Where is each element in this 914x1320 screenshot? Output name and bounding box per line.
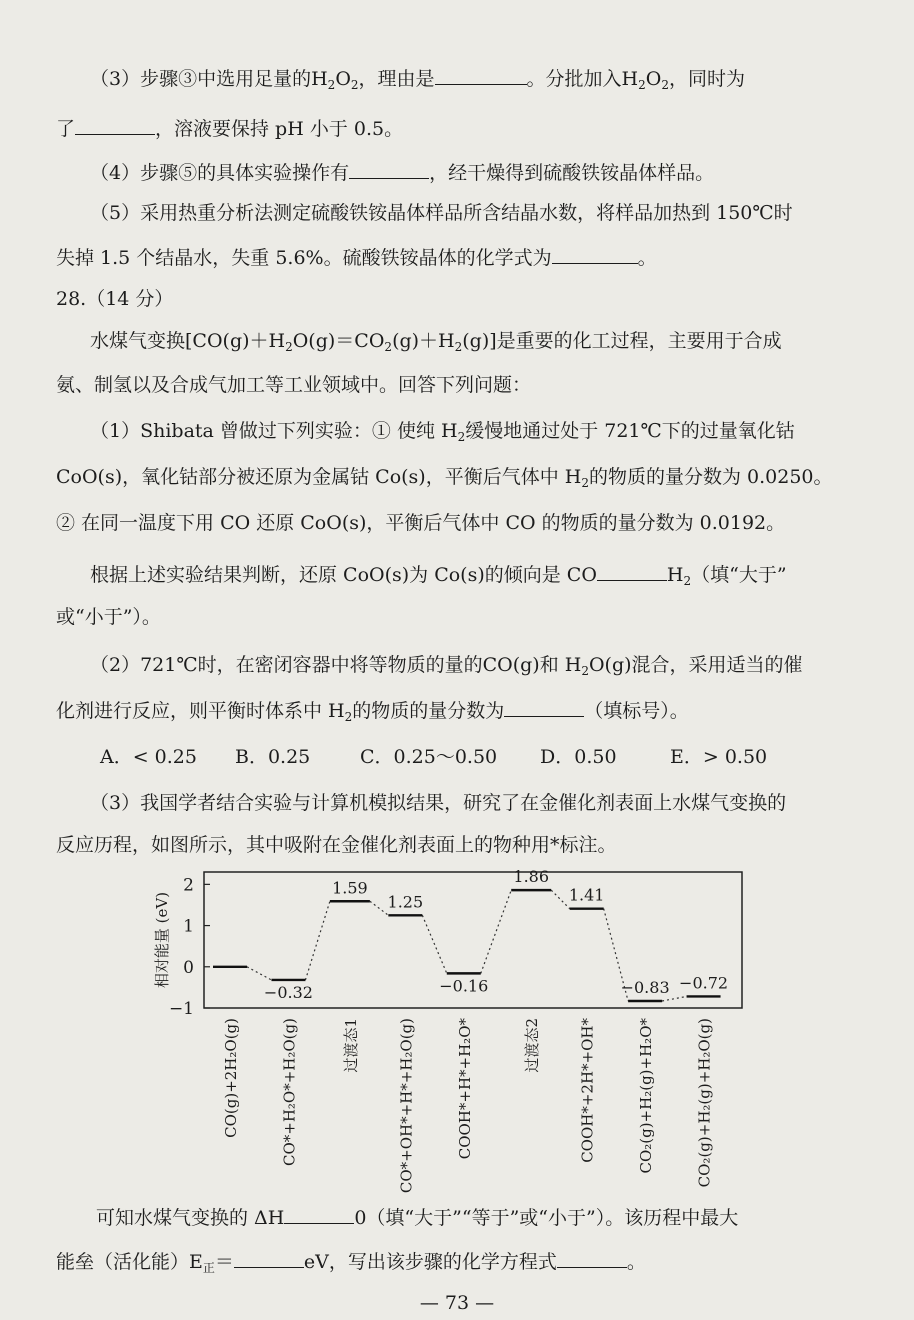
q28-part1-line5: 或“小于”）。: [56, 606, 161, 628]
option-b[interactable]: B．0.25: [235, 746, 311, 768]
data-label: 1.25: [387, 892, 424, 912]
q27-part4: （4）步骤⑤的具体实验操作有 ，经干燥得到硫酸铁铵晶体样品。: [90, 158, 714, 186]
category-label: CO*+H₂O*+H₂O(g): [280, 1018, 299, 1167]
connector-line: [370, 901, 388, 915]
q28-part1-line3: ② 在同一温度下用 CO 还原 CoO(s)，平衡后气体中 CO 的物质的量分数为 0.0192。: [56, 512, 786, 534]
data-label: −0.72: [679, 973, 729, 993]
q28-part1-line1: （1）Shibata 曾做过下列实验：① 使纯 $H_2$缓慢地通过处于 721℃下的过量氧化钴: [90, 420, 795, 444]
answer-blank[interactable]: [284, 1203, 354, 1224]
q27-part3-line1: （3）步骤③中选用足量的$H_2O_2$，理由是 。分批加入$H_2O_2$，同时为: [90, 64, 745, 92]
y-tick-label: 1: [183, 916, 194, 937]
category-label: CO₂(g)+H₂(g)+H₂O*: [637, 1018, 656, 1174]
category-label: CO₂(g)+H₂(g)+H₂O(g): [695, 1018, 714, 1188]
category-label: 过渡态2: [523, 1018, 542, 1073]
category-label: CO(g)+2H₂O(g): [222, 1018, 240, 1138]
y-tick-label: 2: [183, 875, 194, 896]
q28-header: 28.（14 分）: [56, 288, 174, 310]
q28-end-line2: 能垒（活化能）$E_正=$ eV，写出该步骤的化学方程式 。: [56, 1247, 646, 1275]
data-label: −0.32: [263, 982, 313, 1002]
answer-blank[interactable]: [349, 158, 429, 179]
category-label: COOH*+2H*+OH*: [578, 1018, 597, 1163]
category-label: 过渡态1: [341, 1018, 360, 1073]
category-label: CO*+OH*+H*+H₂O(g): [397, 1018, 416, 1194]
q28-part3-line1: （3）我国学者结合实验与计算机模拟结果，研究了在金催化剂表面上水煤气变换的: [90, 792, 787, 814]
y-tick-label: −1: [168, 999, 194, 1019]
q28-part1-line4: 根据上述实验结果判断，还原 CoO(s)为 Co(s)的倾向是 CO $H_2$（填“大于”: [90, 560, 787, 588]
q28-end-line1: 可知水煤气变换的 ΔH 0（填“大于”“等于”或“小于”）。该历程中最大: [96, 1203, 738, 1231]
q28-intro-line1: 水煤气变换$[CO(g)+H_2O(g)=CO_2(g)+H_2(g)]$是重要的化工过程，主要用于合成: [90, 330, 782, 354]
option-e[interactable]: E．> 0.50: [670, 746, 768, 768]
answer-blank[interactable]: [597, 560, 667, 581]
answer-blank[interactable]: [435, 64, 527, 85]
option-c[interactable]: C．0.25～0.50: [360, 746, 498, 768]
y-tick-label: 0: [183, 957, 194, 978]
answer-blank[interactable]: [504, 696, 584, 717]
answer-blank[interactable]: [75, 114, 155, 135]
answer-blank[interactable]: [234, 1247, 304, 1268]
data-label: 1.41: [568, 885, 605, 905]
option-a[interactable]: A．< 0.25: [100, 746, 197, 768]
connector-line: [247, 967, 271, 980]
page-number: — 73 —: [419, 1292, 495, 1314]
connector-line: [662, 996, 686, 1001]
q27-part5-line1: （5）采用热重分析法测定硫酸铁铵晶体样品所含结晶水数，将样品加热到 150℃时: [90, 202, 793, 224]
data-label: −0.16: [439, 976, 489, 996]
data-label: 1.59: [332, 878, 368, 898]
category-label: COOH*+H*+H₂O*: [455, 1018, 474, 1160]
answer-blank[interactable]: [552, 243, 638, 264]
data-label: 1.86: [513, 867, 550, 887]
y-axis-label: 相对能量 (eV): [153, 891, 171, 989]
q27-part3-line2: 了 ，溶液要保持 pH 小于 0.5。: [56, 114, 403, 142]
q27-part5-line2: 失掉 1.5 个结晶水，失重 5.6%。硫酸铁铵晶体的化学式为 。: [56, 243, 657, 271]
connector-line: [422, 915, 446, 973]
option-d[interactable]: D．0.50: [540, 746, 617, 768]
connector-line: [305, 901, 329, 980]
connector-line: [551, 890, 569, 909]
q28-part2-line2: 化剂进行反应，则平衡时体系中 $H_2$的物质的量分数为 （填标号）。: [56, 696, 689, 724]
q28-intro-line2: 氨、制氢以及合成气加工等工业领域中。回答下列问题：: [56, 374, 532, 396]
q28-part3-line2: 反应历程，如图所示，其中吸附在金催化剂表面上的物种用*标注。: [56, 834, 617, 856]
energy-profile-chart: [150, 860, 760, 1195]
data-label: −0.83: [620, 977, 670, 997]
q28-part1-line2: CoO(s)，氧化钴部分被还原为金属钴 Co(s)，平衡后气体中 $H_2$的物质的量分数为 0.0250。: [56, 466, 833, 490]
connector-line: [481, 890, 511, 973]
answer-blank[interactable]: [557, 1247, 627, 1268]
q28-part2-line1: （2）721℃时，在密闭容器中将等物质的量的CO(g)和 $H_2O(g)$混合，采用适当的催: [90, 654, 803, 678]
